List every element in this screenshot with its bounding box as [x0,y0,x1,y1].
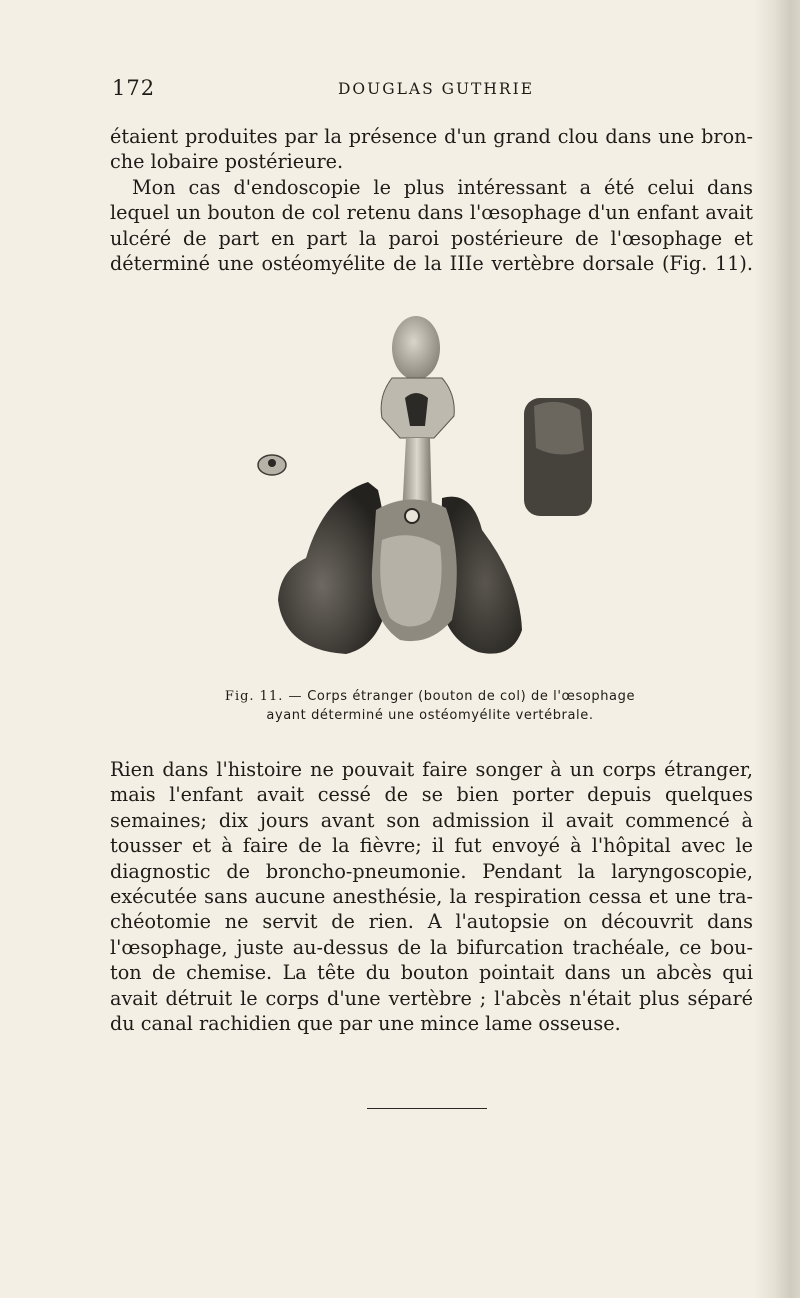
text-line: du canal rachidien que par une mince lame osseuse. [110,1012,621,1036]
text-line: exécutée sans aucune anesthésie, la respiration cessa et une tra- [110,885,753,909]
text-line: diagnostic de broncho-pneumonie. Pendant la laryngoscopie, [110,859,753,883]
text-line: avait détruit le corps d'une vertèbre ; l'abcès n'était plus séparé [110,986,753,1010]
text-line: semaines; dix jours avant son admission il avait commencé à [110,808,753,832]
figure-caption [190,687,670,725]
text-line: déterminé une ostéomyélite de la IIIe vertèbre dorsale (Fig. 11). [110,252,753,276]
body-text [110,757,753,1036]
page-header [112,76,752,106]
text-line: ton de chemise. La tête du bouton pointait dans un abcès qui [110,961,753,985]
text-line: étaient produites par la présence d'un grand clou dans une bron- [110,125,753,148]
page-number: 172 [112,76,156,100]
caption-line [190,687,670,706]
text-line: Mon cas d'endoscopie le plus intéressant a été celui dans [132,175,753,199]
text-line: ulcéré de part en part la paroi postérieure de l'œsophage et [110,226,753,250]
text-line: Rien dans l'histoire ne pouvait faire songer à un corps étranger, [110,758,753,781]
text-line: mais l'enfant avait cessé de se bien porter depuis quelques [110,783,753,807]
section-divider [367,1108,487,1109]
caption-text: Corps étranger (bouton de col) de l'œsophage [307,689,636,704]
page-edge-shadow [754,0,800,1298]
caption-line: ayant déterminé une ostéomyélite vertébrale. [266,708,594,723]
body-text [110,124,753,276]
text-line: l'œsophage, juste au-dessus de la bifurcation trachéale, ce bou- [110,935,753,959]
specimen-illustration [250,300,610,670]
text-line: lequel un bouton de col retenu dans l'œsophage d'un enfant avait [110,201,753,225]
text-line: chéotomie ne servit de rien. A l'autopsie on découvrit dans [110,910,753,934]
figure-label: Fig. 11. — [224,689,303,704]
specimen-photograph [250,300,610,670]
text-line: che lobaire postérieure. [110,150,344,174]
running-head: DOUGLAS GUTHRIE [338,80,535,98]
text-line: tousser et à faire de la fièvre; il fut envoyé à l'hôpital avec le [110,834,753,858]
